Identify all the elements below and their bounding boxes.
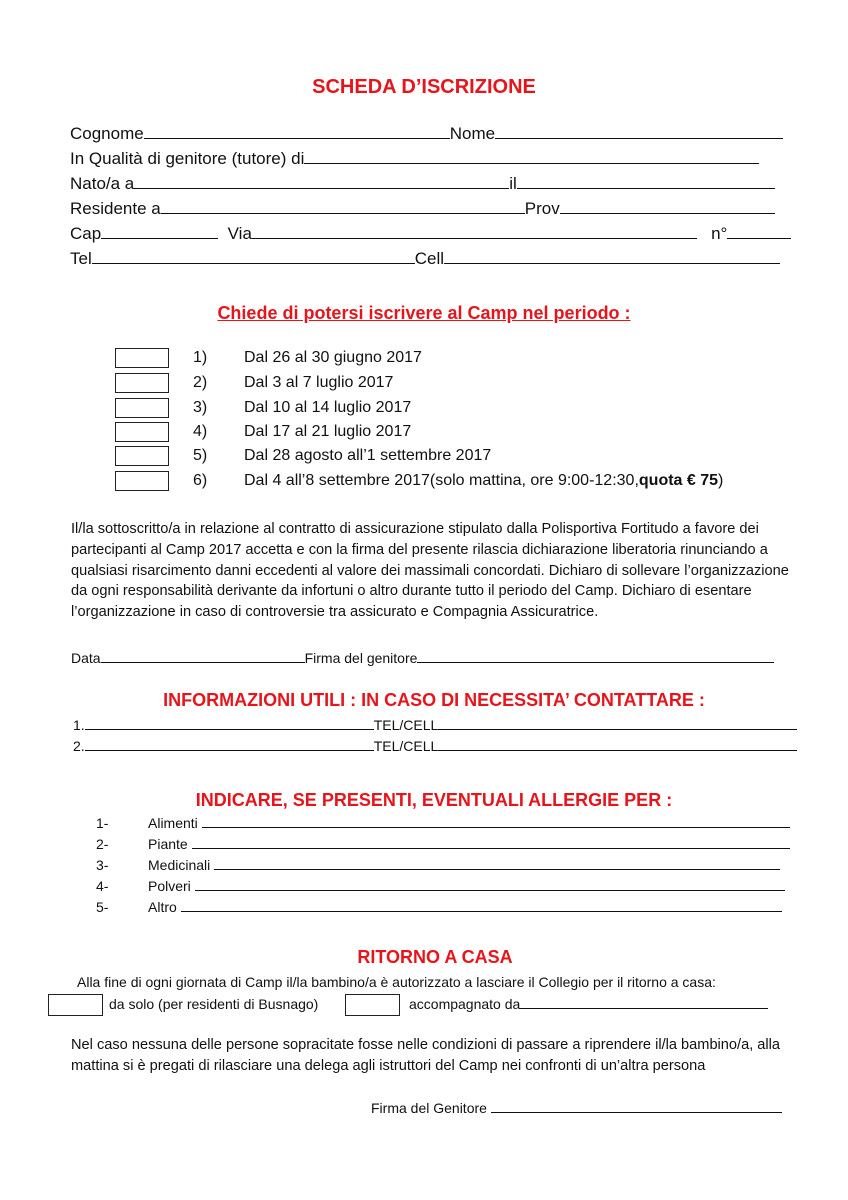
period-2-text: Dal 3 al 7 luglio 2017 bbox=[244, 374, 394, 391]
cap-label: Cap bbox=[70, 224, 102, 243]
nome-field[interactable] bbox=[495, 124, 783, 139]
allergy-row-2 bbox=[148, 836, 790, 852]
via-field[interactable] bbox=[252, 224, 697, 239]
allergy-1-label: Alimenti bbox=[148, 815, 198, 831]
contact-row-1 bbox=[73, 717, 797, 733]
contact-2-name-field[interactable] bbox=[85, 738, 374, 751]
data-label: Data bbox=[71, 650, 101, 666]
ritorno-intro: Alla fine di ogni giornata di Camp il/la bambino/a è autorizzato a lasciare il Collegio per il ritorno a casa: bbox=[77, 974, 716, 990]
numero-label: n° bbox=[711, 224, 728, 243]
period-4-text: Dal 17 al 21 luglio 2017 bbox=[244, 423, 412, 440]
allergy-1-num: 1- bbox=[96, 815, 109, 831]
nome-label: Nome bbox=[449, 124, 496, 143]
allergy-4-label: Polveri bbox=[148, 878, 191, 894]
ritorno-note: Nel caso nessuna delle persone sopracitate fosse nelle condizioni di passare a riprendere il/la bambino/a, alla mattina si è pregati di rilasciare una delega agli istruttori del Camp nei confronti di un’altra persona bbox=[71, 1037, 781, 1074]
allergy-2-num: 2- bbox=[96, 836, 109, 852]
allergy-5-label: Altro bbox=[148, 899, 177, 915]
genitore-row bbox=[70, 149, 759, 169]
allergy-1-field[interactable] bbox=[202, 815, 790, 828]
allergy-5-num: 5- bbox=[96, 899, 109, 915]
period-2-checkbox[interactable] bbox=[115, 373, 169, 393]
firma-finale-label: Firma del Genitore bbox=[371, 1100, 487, 1116]
allergy-row-3 bbox=[148, 857, 780, 873]
allergy-3-field[interactable] bbox=[214, 857, 780, 870]
allergy-2-field[interactable] bbox=[192, 836, 790, 849]
prov-field[interactable] bbox=[560, 199, 775, 214]
il-label: il bbox=[509, 174, 517, 193]
contact-2-num: 2. bbox=[73, 738, 85, 754]
tel-field[interactable] bbox=[92, 249, 415, 264]
nato-field[interactable] bbox=[134, 174, 509, 189]
solo-checkbox[interactable] bbox=[48, 994, 103, 1016]
contact-1-name-field[interactable] bbox=[85, 717, 374, 730]
period-1-text: Dal 26 al 30 giugno 2017 bbox=[244, 349, 422, 366]
cognome-row bbox=[70, 124, 783, 144]
accompagnato-checkbox[interactable] bbox=[345, 994, 400, 1016]
prov-label: Prov bbox=[524, 199, 560, 218]
data-field[interactable] bbox=[101, 650, 305, 663]
period-5-text: Dal 28 agosto all’1 settembre 2017 bbox=[244, 447, 492, 464]
period-1-num: 1) bbox=[193, 349, 208, 366]
accompagnato-field[interactable] bbox=[520, 996, 768, 1009]
periods-heading: Chiede di potersi iscrivere al Camp nel periodo : bbox=[217, 303, 631, 323]
il-field[interactable] bbox=[517, 174, 775, 189]
period-3-num: 3) bbox=[193, 399, 208, 416]
firma-finale-field[interactable] bbox=[491, 1100, 782, 1113]
allergy-4-field[interactable] bbox=[195, 878, 785, 891]
nato-label: Nato/a a bbox=[70, 174, 135, 193]
period-5-checkbox[interactable] bbox=[115, 446, 169, 466]
contact-2-tel-label: TEL/CELL bbox=[373, 738, 439, 754]
allergy-row-4 bbox=[148, 878, 785, 894]
genitore-label: In Qualità di genitore (tutore) di bbox=[70, 149, 305, 168]
period-1-checkbox[interactable] bbox=[115, 348, 169, 368]
contact-2-tel-field[interactable] bbox=[438, 738, 797, 751]
genitore-field[interactable] bbox=[304, 149, 759, 164]
contact-row-2 bbox=[73, 738, 797, 754]
firma-genitore-label: Firma del genitore bbox=[304, 650, 418, 666]
period-6-text bbox=[244, 472, 723, 490]
period-6-main: Dal 4 all’8 settembre 2017(solo mattina, ore 9:00-12:30, bbox=[244, 472, 639, 489]
allergy-3-label: Medicinali bbox=[148, 857, 211, 873]
cognome-field[interactable] bbox=[144, 124, 450, 139]
tel-row bbox=[70, 249, 780, 269]
cap-row bbox=[70, 224, 791, 244]
residente-label: Residente a bbox=[70, 199, 161, 218]
residente-row bbox=[70, 199, 775, 219]
nato-row bbox=[70, 174, 775, 194]
period-3-checkbox[interactable] bbox=[115, 398, 169, 418]
period-6-quota: quota € 75 bbox=[638, 472, 719, 489]
contact-1-num: 1. bbox=[73, 717, 85, 733]
disclaimer-paragraph: Il/la sottoscritto/a in relazione al contratto di assicurazione stipulato dalla Polisportiva Fortitudo a favore dei partecipanti al Camp 2017 accetta e con la firma del presente rilascia dichiarazione liberatoria rinunciando a qualsiasi risarcimento danni eccedenti al valore dei massimali concordati. Dichiaro di sollevare l’organizzazione da ogni responsabilità derivante da infortuni o altro durante tutto il periodo del Camp. Dichiaro di esentare l’organizzazione in caso di controversie tra assicurato e Compagnia Assicuratrice. bbox=[71, 521, 789, 621]
cell-field[interactable] bbox=[444, 249, 780, 264]
period-5-num: 5) bbox=[193, 447, 208, 464]
accompagnato-row bbox=[409, 996, 768, 1012]
allergy-3-num: 3- bbox=[96, 857, 109, 873]
period-3-text: Dal 10 al 14 luglio 2017 bbox=[244, 399, 412, 416]
via-label: Via bbox=[227, 224, 252, 243]
solo-label: da solo (per residenti di Busnago) bbox=[109, 996, 319, 1012]
numero-field[interactable] bbox=[727, 224, 791, 239]
cap-field[interactable] bbox=[101, 224, 218, 239]
signature-row bbox=[71, 650, 774, 666]
firma-finale-row bbox=[371, 1100, 782, 1116]
page-title: SCHEDA D’ISCRIZIONE bbox=[312, 76, 536, 98]
contact-1-tel-field[interactable] bbox=[438, 717, 797, 730]
allergy-4-num: 4- bbox=[96, 878, 109, 894]
period-6-num: 6) bbox=[193, 472, 208, 489]
allergy-2-label: Piante bbox=[148, 836, 188, 852]
allergy-5-field[interactable] bbox=[181, 899, 782, 912]
period-4-checkbox[interactable] bbox=[115, 422, 169, 442]
allergies-heading: INDICARE, SE PRESENTI, EVENTUALI ALLERGIE PER : bbox=[195, 790, 673, 810]
period-6-checkbox[interactable] bbox=[115, 471, 169, 491]
tel-label: Tel bbox=[70, 249, 92, 268]
firma-genitore-field[interactable] bbox=[417, 650, 774, 663]
cognome-label: Cognome bbox=[70, 124, 144, 143]
accompagnato-label: accompagnato da bbox=[409, 996, 521, 1012]
allergy-row-1 bbox=[148, 815, 790, 831]
residente-field[interactable] bbox=[161, 199, 525, 214]
contacts-heading: INFORMAZIONI UTILI : IN CASO DI NECESSITA’ CONTATTARE : bbox=[163, 690, 705, 710]
ritorno-heading: RITORNO A CASA bbox=[357, 947, 513, 967]
contact-1-tel-label: TEL/CELL bbox=[373, 717, 439, 733]
allergy-row-5 bbox=[148, 899, 782, 915]
cell-label: Cell bbox=[414, 249, 445, 268]
period-2-num: 2) bbox=[193, 374, 208, 391]
period-6-tail: ) bbox=[718, 472, 724, 489]
period-4-num: 4) bbox=[193, 423, 208, 440]
